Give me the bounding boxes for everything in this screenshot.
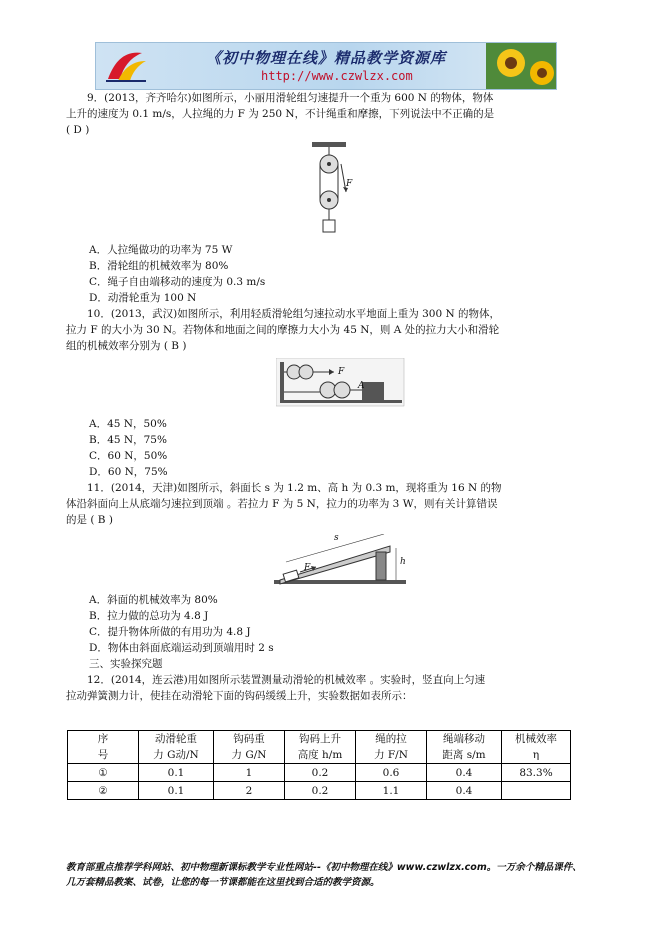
q11-line2: 体沿斜面向上从底端匀速拉到顶端 。若拉力 F 为 5 N，拉力的功率为 3 W，则有关计算错误 — [66, 498, 498, 510]
table-cell: 0.2 — [285, 764, 356, 782]
inclined-plane-diagram — [272, 534, 412, 590]
q9-figure-label-f: F — [346, 179, 353, 189]
q10-option-a: A．45 N，50% — [89, 418, 167, 430]
logo-icon — [102, 47, 150, 85]
table-cell: 0.4 — [427, 764, 502, 782]
footer-line1: 教育部重点推荐学科网站、初中物理新课标教学专业性网站--《初中物理在线》www.czwlzx.com。一万余个精品课件、 — [66, 862, 582, 873]
q11-line1: 11．(2014，天津)如图所示，斜面长 s 为 1.2 m、高 h 为 0.3 m，现将重为 16 N 的物 — [87, 482, 502, 494]
table-header-cell: 钩码重 力 G/N — [214, 731, 285, 764]
q9-option-a: A．人拉绳做功的功率为 75 W — [89, 244, 233, 256]
q11-option-a: A．斜面的机械效率为 80% — [89, 594, 218, 606]
banner-url[interactable]: http://www.czwlzx.com — [261, 69, 413, 83]
q10-option-c: C．60 N，50% — [89, 450, 168, 462]
table-header-cell: 序 号 — [68, 731, 139, 764]
table-cell: ② — [68, 782, 139, 800]
experiment-table — [67, 730, 571, 800]
page-content — [66, 90, 596, 704]
q10-figure-label-a: A — [358, 381, 365, 391]
table-cell — [502, 782, 571, 800]
q11-figure-label-s: s — [334, 533, 339, 543]
q9-figure — [66, 138, 596, 242]
q9-option-b: B．滑轮组的机械效率为 80% — [89, 260, 229, 272]
table-cell: 1 — [214, 764, 285, 782]
table-header-cell: 绳的拉 力 F/N — [356, 731, 427, 764]
q12-line2: 拉动弹簧测力计，使挂在动滑轮下面的钩码缓缓上升，实验数据如表所示： — [66, 690, 413, 702]
q10-figure — [66, 354, 596, 416]
q11-option-d: D．物体由斜面底端运动到顶端用时 2 s — [89, 642, 274, 654]
table-header-cell: 钩码上升 高度 h/m — [285, 731, 356, 764]
table-header-row — [68, 731, 571, 764]
table-cell: ① — [68, 764, 139, 782]
q11-figure-label-f: F — [304, 563, 311, 573]
table-cell: 0.2 — [285, 782, 356, 800]
table-row — [68, 764, 571, 782]
q10-line3: 组的机械效率分别为 ( B ) — [66, 340, 187, 352]
q9-line1: 9．(2013，齐齐哈尔)如图所示，小丽用滑轮组匀速提升一个重为 600 N 的物体，物体 — [87, 92, 494, 104]
table-cell: 0.1 — [139, 764, 214, 782]
q10-option-b: B．45 N，75% — [89, 434, 167, 446]
q10-line2: 拉力 F 的大小为 30 N。若物体和地面之间的摩擦力大小为 45 N，则 A 处的拉力大小和滑轮 — [66, 324, 500, 336]
page-footer — [66, 860, 601, 890]
table-header-cell: 绳端移动 距离 s/m — [427, 731, 502, 764]
table-cell: 0.1 — [139, 782, 214, 800]
q11-option-b: B．拉力做的总功为 4.8 J — [89, 610, 209, 622]
section-heading: 三、实验探究题 — [89, 658, 163, 670]
header-banner — [95, 42, 557, 90]
q12-line1: 12．(2014，连云港)用如图所示装置测量动滑轮的机械效率 。实验时，竖直向上匀速 — [87, 674, 486, 686]
banner-title: 《初中物理在线》精品教学资源库 — [206, 49, 447, 67]
table-header-cell: 动滑轮重 力 G动/N — [139, 731, 214, 764]
table-cell: 0.6 — [356, 764, 427, 782]
sunflower-icon — [486, 43, 556, 89]
q11-figure-label-h: h — [400, 557, 406, 567]
table-cell: 2 — [214, 782, 285, 800]
q9-line3: ( D ) — [66, 124, 90, 136]
q10-line1: 10．(2013，武汉)如图所示，利用轻质滑轮组匀速拉动水平地面上重为 300 N 的物体， — [87, 308, 501, 320]
table-cell: 0.4 — [427, 782, 502, 800]
q11-figure — [66, 528, 596, 592]
q10-figure-label-f: F — [338, 367, 345, 377]
q10-option-d: D．60 N，75% — [89, 466, 168, 478]
q9-option-d: D．动滑轮重为 100 N — [89, 292, 197, 304]
table-cell: 83.3% — [502, 764, 571, 782]
pulley-system-diagram — [310, 142, 353, 238]
table-row — [68, 782, 571, 800]
table-cell: 1.1 — [356, 782, 427, 800]
q11-line3: 的是 ( B ) — [66, 514, 113, 526]
footer-line2: 几万套精品教案、试卷，让您的每一节课都能在这里找到合适的教学资源。 — [66, 877, 380, 888]
table-header-cell: 机械效率 η — [502, 731, 571, 764]
q9-option-c: C．绳子自由端移动的速度为 0.3 m/s — [89, 276, 266, 288]
q11-option-c: C．提升物体所做的有用功为 4.8 J — [89, 626, 251, 638]
q9-line2: 上升的速度为 0.1 m/s，人拉绳的力 F 为 250 N，不计绳重和摩擦，下列说法中不正确的是 — [66, 108, 495, 120]
